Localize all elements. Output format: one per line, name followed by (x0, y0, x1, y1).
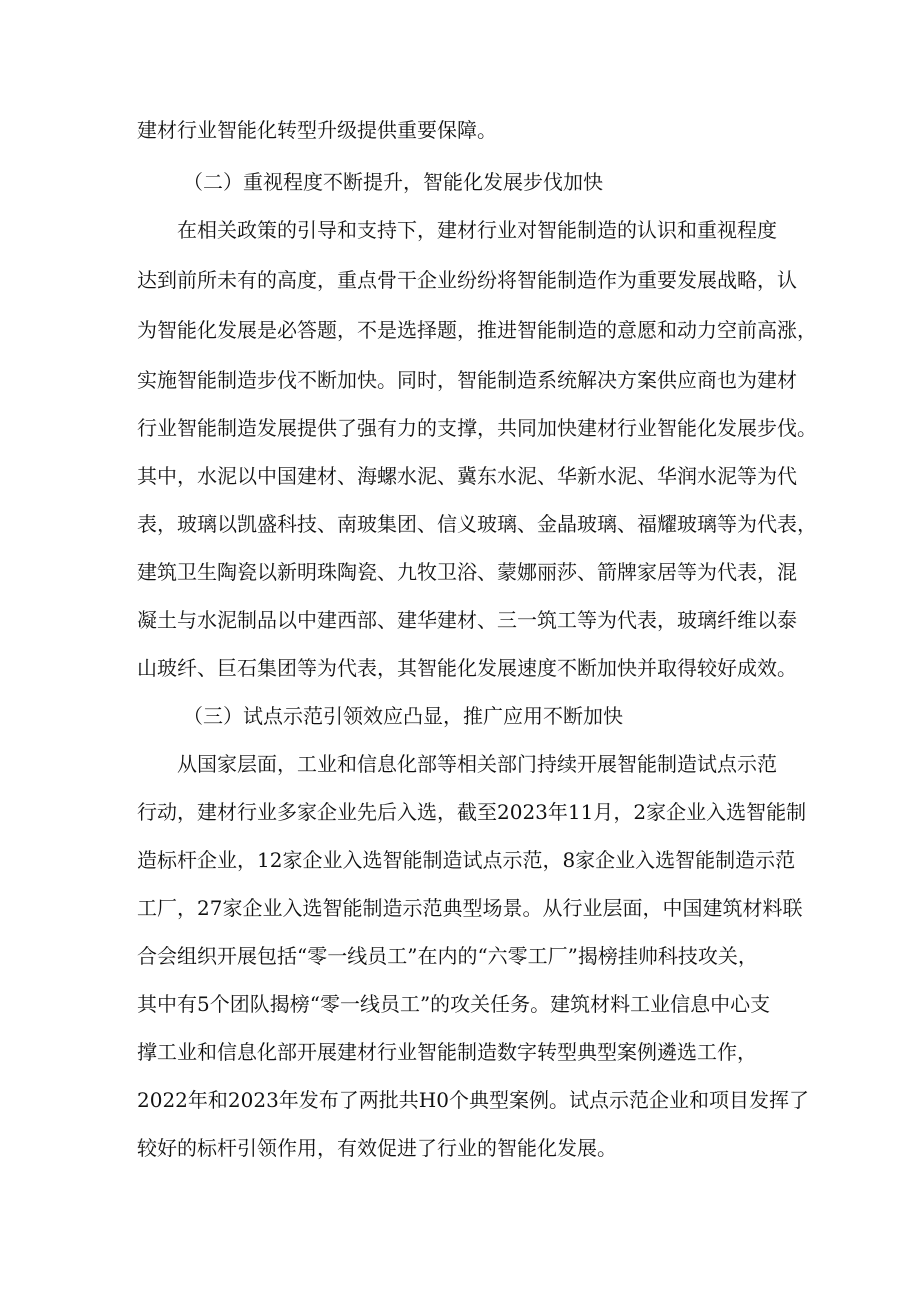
paragraph-line: 为智能化发展是必答题，不是选择题，推进智能制造的意愿和动力空前高涨， (137, 318, 817, 342)
paragraph-line: 表，玻璃以凯盛科技、南玻集团、信义玻璃、金晶玻璃、福耀玻璃等为代表， (137, 512, 817, 536)
paragraph-line: 2022年和2023年发布了两批共H0个典型案例。试点示范企业和项目发挥了 (137, 1088, 809, 1112)
paragraph-line: 工厂，27家企业入选智能制造示范典型场景。从行业层面，中国建筑材料联 (137, 896, 803, 920)
paragraph-line: 达到前所未有的高度，重点骨干企业纷纷将智能制造作为重要发展战略，认 (137, 268, 797, 292)
section-heading-3: （三）试点示范引领效应凸显，推广应用不断加快 (183, 704, 623, 728)
paragraph-line: 建材行业智能化转型升级提供重要保障。 (137, 118, 497, 142)
paragraph-line: 行动，建材行业多家企业先后入选，截至2023年11月，2家企业入选智能制 (137, 800, 807, 824)
paragraph-line: 其中，水泥以中国建材、海螺水泥、冀东水泥、华新水泥、华润水泥等为代 (137, 464, 797, 488)
paragraph-line: 行业智能制造发展提供了强有力的支撑，共同加快建材行业智能化发展步伐。 (137, 416, 817, 440)
paragraph-line: 凝土与水泥制品以中建西部、建华建材、三一筑工等为代表，玻璃纤维以泰 (137, 608, 797, 632)
paragraph-line: 合会组织开展包括“零一线员工”在内的“六零工厂”揭榜挂帅科技攻关， (137, 944, 758, 968)
paragraph-line: 造标杆企业，12家企业入选智能制造试点示范，8家企业入选智能制造示范 (137, 848, 796, 872)
paragraph-line: 撑工业和信息化部开展建材行业智能制造数字转型典型案例遴选工作， (137, 1040, 757, 1064)
paragraph-line: 建筑卫生陶瓷以新明珠陶瓷、九牧卫浴、蒙娜丽莎、箭牌家居等为代表，混 (137, 560, 797, 584)
section-heading-2: （二）重视程度不断提升，智能化发展步伐加快 (183, 170, 603, 194)
paragraph-line: 从国家层面，工业和信息化部等相关部门持续开展智能制造试点示范 (177, 752, 777, 776)
paragraph-line: 在相关政策的引导和支持下，建材行业对智能制造的认识和重视程度 (177, 218, 777, 242)
paragraph-line: 较好的标杆引领作用，有效促进了行业的智能化发展。 (137, 1136, 617, 1160)
paragraph-line: 山玻纤、巨石集团等为代表，其智能化发展速度不断加快并取得较好成效。 (137, 656, 797, 680)
paragraph-line: 其中有5个团队揭榜“零一线员工”的攻关任务。建筑材料工业信息中心支 (137, 992, 771, 1016)
paragraph-line: 实施智能制造步伐不断加快。同时，智能制造系统解决方案供应商也为建材 (137, 368, 797, 392)
